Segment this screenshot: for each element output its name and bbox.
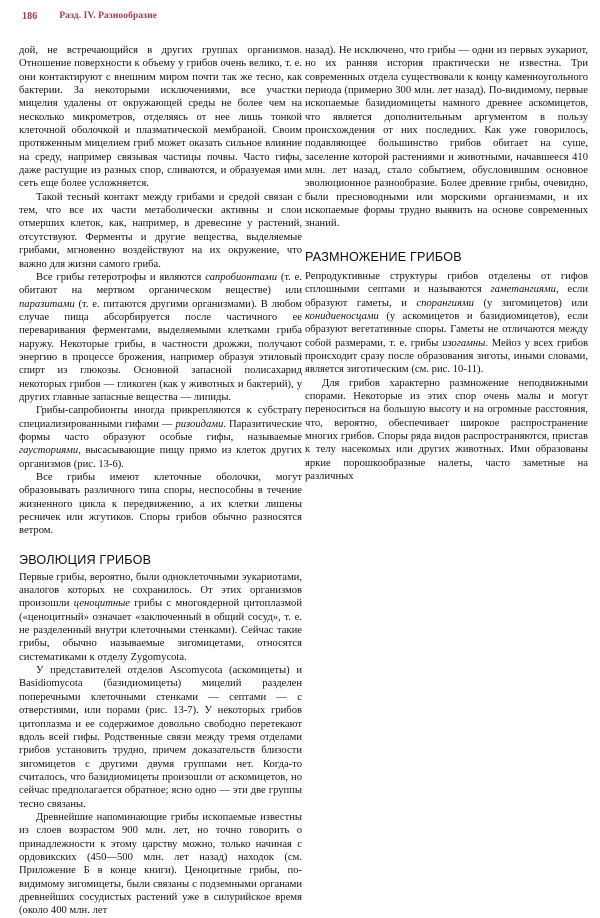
text-run: (т. е. питаются другими организмами). В любом случае пища абсорбируется после частичного ее переваривания ферментами, выделяемыми клетками гриба наружу. Некоторые грибы, в частности дрожжи, получают энергию в процессе брожения, например образуя этиловый спирт из глюкозы. Основной запасной полисахарид некоторых грибов — гликоген (как у животных и бактерий), у других главные запасные вещества — липиды. xyxy=(19,298,302,403)
emphasised-term: конидиеносцами xyxy=(305,310,379,322)
text-run: , высасывающие пищу прямо из клеток других организмов (рис. 13-6). xyxy=(19,445,302,470)
paragraph xyxy=(305,44,588,231)
paragraph xyxy=(19,571,302,664)
text-run: Репродуктивные структуры грибов отделены от гифов сплошными септами и называются xyxy=(305,270,588,296)
text-run: , если образуют гаметы, и xyxy=(305,284,588,309)
right-column-paragraphs-after-heading xyxy=(305,270,588,484)
paragraph xyxy=(305,377,588,484)
left-column-paragraphs xyxy=(19,44,302,538)
paragraph xyxy=(19,664,302,811)
emphasised-term: гаметангиями xyxy=(490,284,556,296)
text-run: (у зигомицетов) или xyxy=(473,297,588,309)
text-run: Все грибы имеют клеточные оболочки, могут образовывать различного типа споры, неспособны в течение жизненного цикла к передвижению, а их клетки лишены ресничек или жгутиков. Споры грибов обычно разносятся ветром. xyxy=(19,472,302,537)
text-run: У представителей отделов Ascomycota (аскомицеты) и Basidiomycota (базидиомицеты) мицелий разделен поперечными клеточными стенками — септами — с отверстиями, или порами (рис. 13-7). У некоторых грибов цитоплазма и ее содержимое довольно свободно перетекают вдоль всей гифы. Родственные связи между тремя отделами грибов установить трудно, причем доказательств близости зигомицетов с другими двумя группами нет. Когда-то считалось, что базидиомицеты произошли от аскомицетов, но сейчас предполагается обратное; ясно одно — эти две группы тесно связаны. xyxy=(19,665,302,810)
text-run: Грибы-сапробионты иногда прикрепляются к субстрату специализированными гифами — xyxy=(19,405,302,430)
left-column-paragraphs-after-heading xyxy=(19,571,302,918)
section-heading-reproduction: РАЗМНОЖЕНИЕ ГРИБОВ xyxy=(305,249,462,264)
text-run: Для грибов характерно размножение неподвижными спорами. Некоторые из этих спор очень малы и могут переноситься на большую высоту и на огромные расстояния, что, вероятно, обеспечивает широкое распространение многих грибов. Споры ряда видов распространяются, пристав к телу насекомых или других животных. Ими образованы яркие порошкообразные налеты, часто заметные на различных xyxy=(305,377,588,482)
right-column-paragraphs xyxy=(305,44,588,231)
running-head-section: Разд. IV. Разнообразие xyxy=(59,11,157,21)
emphasised-term: паразитами xyxy=(19,298,75,310)
paragraph xyxy=(305,270,588,377)
paragraph xyxy=(19,191,302,271)
emphasised-term: спорангиями xyxy=(416,297,474,309)
text-run: Такой тесный контакт между грибами и средой связан с тем, что все их части метаболически активны и слои отмерших клеток, как, например, в древесине у растений, отсутствуют. Ферменты и другие вещества, выделяемые грибами, мгновенно воздействуют на их окружение, что важно для жизни самого гриба. xyxy=(19,191,302,270)
paragraph xyxy=(19,404,302,471)
emphasised-term: изогамны xyxy=(442,337,486,349)
running-head xyxy=(22,11,302,27)
text-run: назад). Не исключено, что грибы — одни из первых эукариот, но их ранняя история практически не известна. Три современных отдела существовали к концу каменноугольного периода (примерно 300 млн. лет назад). По-видимому, первые ископаемые базидиомицеты намного древнее аскомицетов, что является дополнительным аргументом в пользу происхождения от них последних. Как уже говорилось, подавляющее большинство грибов обитает на суше, заселение которой растениями и животными, начавшееся 410 млн. лет назад, стало событием, обусловившим основное эволюционное разнообразие. Более древние грибы, очевидно, были пресноводными или морскими организмами, и их ископаемые формы трудно выявить на основе современных знаний. xyxy=(305,45,588,230)
text-run: Все грибы гетеротрофы и являются xyxy=(36,271,206,283)
emphasised-term: ценоцитные xyxy=(73,598,130,610)
text-run: . Паразитические формы часто образуют особые гифы, называемые xyxy=(19,418,302,443)
text-run: Первые грибы, вероятно, были одноклеточными эукариотами, аналогов которых не сохранилось. От этих организмов произошли xyxy=(19,571,302,610)
text-run: (т. е. обитают на мертвом органическом веществе) или xyxy=(19,271,302,297)
emphasised-term: гаусториями xyxy=(19,445,79,457)
text-run: Древнейшие напоминающие грибы ископаемые известны из слоев возрастом 900 млн. лет, но точно говорить о принадлежности к этому царству можно, только начиная с ордовикских (450—500 млн. лет назад) находок (см. Приложение Б в конце книги). Ценоцитные грибы, по-видимому зигомицеты, были связаны с подземными органами древнейших сосудистых растений уже в силурийское время (около 400 млн. лет xyxy=(19,811,302,917)
text-run: грибы с многоядерной цитоплазмой («ценоцитный» означает «заключенный в общий сосуд», т. е. не разделенный внутри клеточными стенками). Сейчас такие грибы, обычно называемые зигомицетами, относятся систематиками к отделу Zygomycota. xyxy=(19,598,302,663)
page-body xyxy=(0,44,600,917)
text-run: (у аскомицетов и базидиомицетов), если образуют вегетативные споры. Гаметы не отличаются между собой размерами, т. е. грибы xyxy=(305,310,588,349)
paragraph xyxy=(19,44,302,191)
text-run: . Мейоз у всех грибов происходит сразу после образования зиготы, иными словами, является зиготическим (см. рис. 10-11). xyxy=(305,337,588,376)
text-run: дой, не встречающийся в других группах организмов. Отношение поверхности к объему у грибов очень велико, т. е. они контактируют с внешним миром почти так же тесно, как бактерии. За некоторыми исключениями, все участки мицелия удалены от окружающей среды не более чем на несколько микрометров, отделяясь от нее лишь тонкой клеточной оболочкой и плазматической мембраной. Своим протяженным мицелием гриб может оказать сильное влияние на среду, например связывая частицы почвы. Часто гифы, даже растущие из разных спор, сливаются, и образуемая ими сеть еще более усложняется. xyxy=(19,45,302,190)
emphasised-term: сапробионтами xyxy=(205,271,277,283)
paragraph xyxy=(19,471,302,538)
right-column-text xyxy=(305,44,588,483)
paragraph xyxy=(19,271,302,404)
right-column xyxy=(305,44,588,483)
emphasised-term: ризоидами xyxy=(175,418,224,430)
section-heading-evolution: ЭВОЛЮЦИЯ ГРИБОВ xyxy=(19,552,152,567)
left-column xyxy=(19,44,302,918)
page-number: 186 xyxy=(22,11,38,22)
paragraph xyxy=(19,811,302,918)
